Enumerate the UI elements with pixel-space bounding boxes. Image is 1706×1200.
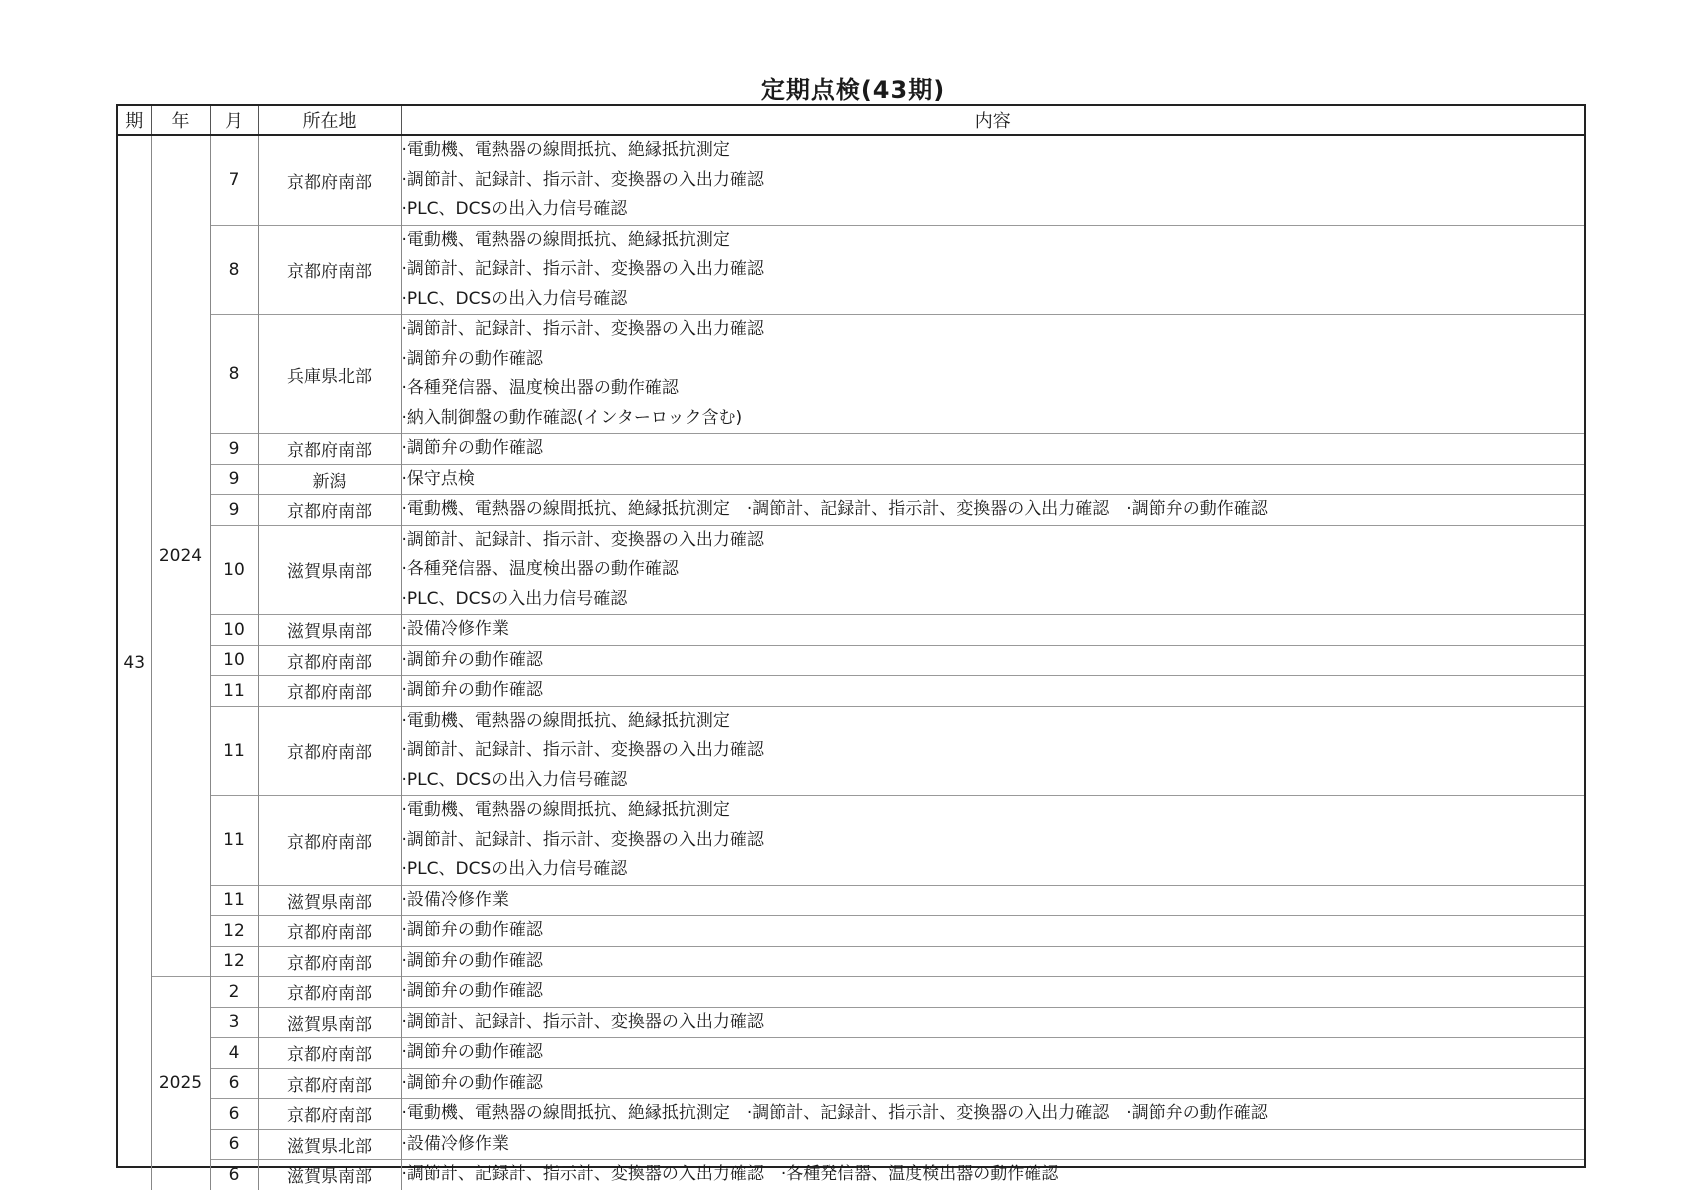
month-cell: 11 [210,796,258,886]
location-cell: 京都府南部 [258,706,401,796]
table-row [118,946,1584,977]
content-cell [401,1160,1584,1190]
year-cell: 2025 [151,977,210,1190]
month-cell: 8 [210,225,258,315]
month-cell: 6 [210,1160,258,1190]
content-line: ·PLC、DCSの出入力信号確認 [401,199,628,219]
header-period: 期 [118,106,151,135]
month-cell: 4 [210,1038,258,1069]
location-cell: 滋賀県南部 [258,885,401,916]
table-body [118,135,1584,1190]
table-row [118,916,1584,947]
content-cell [401,315,1584,434]
content-cell [401,525,1584,615]
month-cell: 7 [210,135,258,225]
location-cell: 京都府南部 [258,1038,401,1069]
inspection-table [118,106,1584,1190]
content-cell [401,1007,1584,1038]
location-cell: 京都府南部 [258,1099,401,1130]
table-row [118,885,1584,916]
table-row [118,1160,1584,1190]
content-line: ·保守点検 [401,468,475,489]
location-cell: 京都府南部 [258,1068,401,1099]
location-cell: 京都府南部 [258,916,401,947]
content-line: ·PLC、DCSの出入力信号確認 [401,859,628,879]
table-row [118,1129,1584,1160]
content-cell [401,645,1584,676]
content-line: ·PLC、DCSの入出力信号確認 [401,588,628,609]
location-cell: 滋賀県南部 [258,1160,401,1190]
content-cell [401,796,1584,886]
content-line: ·納入制御盤の動作確認(インターロック含む) [401,407,743,428]
table-row [118,1007,1584,1038]
table-row [118,706,1584,796]
content-line: ·調節計、記録計、指示計、変換器の入出力確認 [401,169,764,190]
month-cell: 6 [210,1129,258,1160]
table-row [118,645,1584,676]
content-line: ·調節弁の動作確認 [401,920,543,940]
table-row [118,977,1584,1008]
content-line: ·調節計、記録計、指示計、変換器の入出力確認 [401,259,764,279]
month-cell: 10 [210,615,258,646]
content-line: ·電動機、電熱器の線間抵抗、絶縁抵抗測定 [401,800,730,820]
content-line: ·調節弁の動作確認 [401,649,543,670]
content-cell [401,885,1584,916]
month-cell: 9 [210,434,258,465]
content-line: ·調節計、記録計、指示計、変換器の入出力確認 ·各種発信器、温度検出器の動作確認 [401,1164,1059,1184]
table-row [118,495,1584,526]
month-cell: 11 [210,706,258,796]
content-cell [401,1068,1584,1099]
content-line: ·PLC、DCSの出入力信号確認 [401,769,628,790]
header-year: 年 [151,106,210,135]
content-cell [401,1129,1584,1160]
month-cell: 12 [210,946,258,977]
month-cell: 11 [210,885,258,916]
table-row [118,464,1584,495]
table-row [118,676,1584,707]
content-cell [401,916,1584,947]
content-cell [401,225,1584,315]
content-line: ·電動機、電熱器の線間抵抗、絶縁抵抗測定 [401,140,730,160]
content-cell [401,615,1584,646]
content-line: ·調節計、記録計、指示計、変換器の入出力確認 [401,740,764,760]
table-row [118,434,1584,465]
month-cell: 12 [210,916,258,947]
table-row [118,135,1584,225]
content-cell [401,946,1584,977]
table-row [118,615,1584,646]
location-cell: 京都府南部 [258,495,401,526]
content-line: ·各種発信器、温度検出器の動作確認 [401,378,679,398]
location-cell: 京都府南部 [258,645,401,676]
month-cell: 10 [210,645,258,676]
table-row [118,1099,1584,1130]
content-line: ·設備冷修作業 [401,1133,509,1154]
content-line: ·調節弁の動作確認 [401,348,543,369]
header-location: 所在地 [258,106,401,135]
month-cell: 10 [210,525,258,615]
schedule-sheet [116,104,1586,1188]
table-row [118,315,1584,434]
location-cell: 滋賀県南部 [258,525,401,615]
table-row [118,1038,1584,1069]
content-line: ·調節計、記録計、指示計、変換器の入出力確認 [401,829,764,850]
location-cell: 京都府南部 [258,135,401,225]
content-line: ·電動機、電熱器の線間抵抗、絶縁抵抗測定 ·調節計、記録計、指示計、変換器の入出力確認 ·調節弁の動作確認 [401,1103,1268,1123]
content-line: ·調節弁の動作確認 [401,438,543,458]
content-line: ·調節弁の動作確認 [401,981,543,1001]
location-cell: 京都府南部 [258,676,401,707]
table-row [118,796,1584,886]
location-cell: 京都府南部 [258,946,401,977]
table-row [118,225,1584,315]
content-line: ·調節弁の動作確認 [401,1072,543,1093]
location-cell: 京都府南部 [258,796,401,886]
month-cell: 8 [210,315,258,434]
location-cell: 京都府南部 [258,977,401,1008]
month-cell: 3 [210,1007,258,1038]
content-cell [401,135,1584,225]
page-title: 定期点検(43期) [760,76,946,104]
month-cell: 9 [210,495,258,526]
content-line: ·調節計、記録計、指示計、変換器の入出力確認 [401,319,764,339]
content-cell [401,495,1584,526]
content-cell [401,1038,1584,1069]
month-cell: 6 [210,1068,258,1099]
content-cell [401,676,1584,707]
table-row [118,1068,1584,1099]
content-line: ·設備冷修作業 [401,889,509,910]
table-row [118,525,1584,615]
content-cell [401,977,1584,1008]
month-cell: 6 [210,1099,258,1130]
month-cell: 11 [210,676,258,707]
content-line: ·設備冷修作業 [401,619,509,639]
content-line: ·電動機、電熱器の線間抵抗、絶縁抵抗測定 [401,229,730,250]
location-cell: 京都府南部 [258,434,401,465]
month-cell: 9 [210,464,258,495]
location-cell: 京都府南部 [258,225,401,315]
location-cell: 滋賀県南部 [258,1007,401,1038]
month-cell: 2 [210,977,258,1008]
content-line: ·調節弁の動作確認 [401,1042,543,1062]
header-month: 月 [210,106,258,135]
location-cell: 滋賀県南部 [258,615,401,646]
content-line: ·調節弁の動作確認 [401,680,543,700]
content-line: ·調節弁の動作確認 [401,950,543,971]
content-line: ·電動機、電熱器の線間抵抗、絶縁抵抗測定 [401,710,730,731]
content-cell [401,434,1584,465]
content-line: ·PLC、DCSの出入力信号確認 [401,288,628,309]
content-line: ·調節計、記録計、指示計、変換器の入出力確認 [401,1011,764,1032]
year-cell: 2024 [151,135,210,977]
content-line: ·各種発信器、温度検出器の動作確認 [401,559,679,579]
location-cell: 滋賀県北部 [258,1129,401,1160]
content-cell [401,706,1584,796]
location-cell: 新潟 [258,464,401,495]
content-cell [401,464,1584,495]
content-line: ·電動機、電熱器の線間抵抗、絶縁抵抗測定 ·調節計、記録計、指示計、変換器の入出力確認 ·調節弁の動作確認 [401,499,1268,519]
content-line: ·調節計、記録計、指示計、変換器の入出力確認 [401,529,764,550]
period-cell: 43 [118,135,151,1190]
location-cell: 兵庫県北部 [258,315,401,434]
content-cell [401,1099,1584,1130]
header-row [118,106,1584,135]
header-content: 内容 [401,106,1584,135]
